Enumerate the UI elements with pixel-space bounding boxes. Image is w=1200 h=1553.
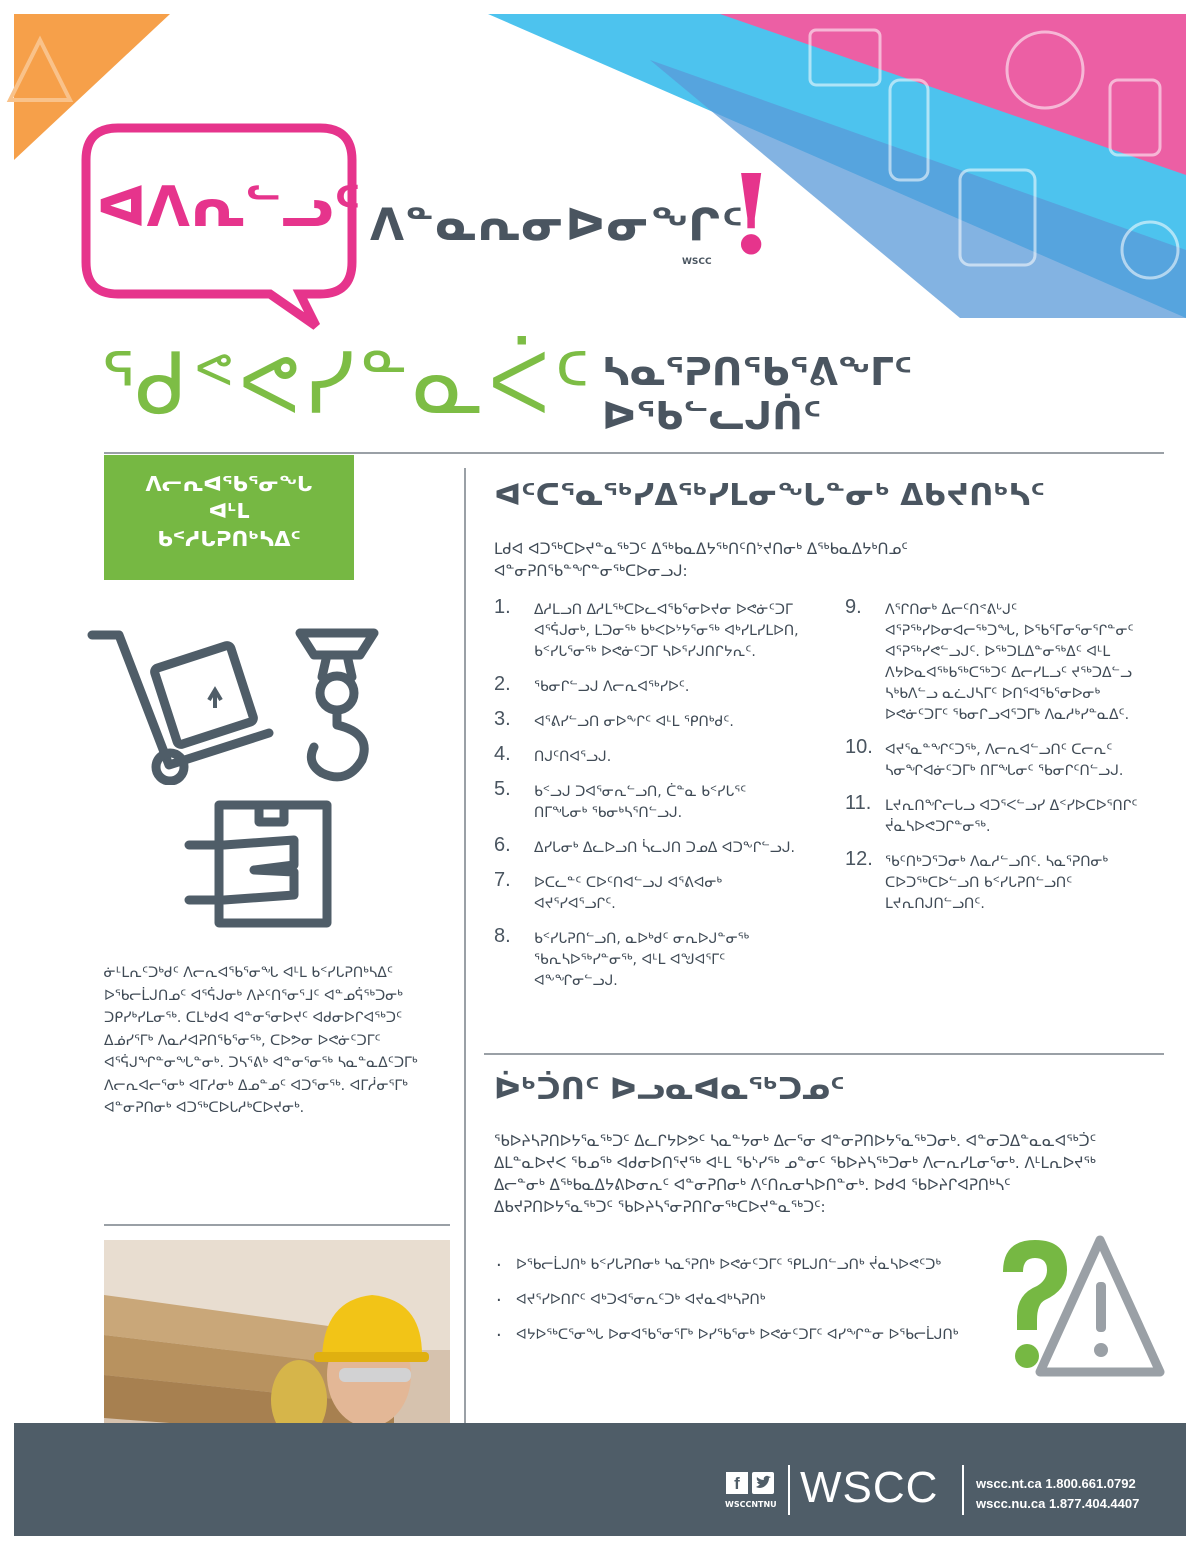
list-text: ᐃᓯᒐᓂᒃ ᐃᓚᐅᓗᑎ ᓵᓚᒍᑎ ᑐᓄᐃ ᐊᑐᖕᒋᓪᓗᒍ. <box>534 840 795 856</box>
divider-vertical <box>464 468 466 1423</box>
list-item <box>494 673 800 698</box>
footer-logo: WSCC <box>800 1463 939 1512</box>
tips-list-left <box>494 596 800 1006</box>
header-banner <box>0 0 1200 330</box>
footer-divider <box>788 1465 790 1515</box>
list-text: ᑎᒍᑦᑎᐊᕐᓗᒍ. <box>534 749 612 765</box>
list-item <box>494 778 800 824</box>
page-subtitle-line1: ᓴᓇᕐᕈᑎᖃᕐᕕᖕᒥᑦ <box>602 350 913 394</box>
list-item <box>845 848 1155 915</box>
list-item <box>494 869 800 915</box>
list-text: ᖃᓂᒋᓪᓗᒍ ᐱᓕᕆᐊᖅᓯᐅᑦ. <box>534 679 690 695</box>
divider-top <box>104 452 1164 454</box>
topic-line: ᐱᓕᕆᐊᖃᕐᓂᖓ <box>145 472 313 496</box>
list-number: 6. <box>494 834 511 856</box>
list-item <box>494 743 800 768</box>
list-text: ᐅᑕᓚᓐᑦ ᑕᐅᑦᑎᐊᓪᓗᒍ ᐊᕐᕕᐊᓂᒃ ᐊᔪᕐᓯᐊᕐᓗᒋᑦ. <box>534 875 723 912</box>
bullet-item: · ᐅᖃᓕᒫᒍᑎᒃ ᑲᑉᓯᒐᕈᑎᓂᒃ ᓴᓇᕐᕈᑎᒃ ᐅᕙᓃᑦᑐᒥᑦ ᕿᒪᒍᑎᓪᓗᑎᒃ ᔫᓇᓴᐅᕙᑦᑐᒃ <box>494 1255 974 1276</box>
footer-divider <box>962 1465 964 1515</box>
bullet-item: · ᐊᔪᕐᓯᐅᑎᒋᑦ ᐊᒃᑐᐊᕐᓂᕆᑦᑐᒃ ᐊᔪᓇᐊᒃᓴᕈᑎᒃ <box>494 1290 974 1311</box>
list-number: 5. <box>494 778 511 800</box>
twitter-icon[interactable] <box>752 1472 774 1494</box>
facebook-icon[interactable]: f <box>726 1472 748 1494</box>
list-text: ᐊᔪᕐᓇᓐᖏᑦᑐᖅ, ᐱᓕᕆᐊᓪᓗᑎᑦ ᑕᓕᕆᑦ ᓴᓂᖏᐊᓃᑦᑐᒥᒃ ᑎᒥᖓᓂᑦ ᖃᓂᒋᑦᑎᓪᓗᒍ. <box>885 742 1124 779</box>
list-text: ᐱᕐᒋᑎᓂᒃ ᐃᓕᑦᑎᕝᕕᒡᒍᑦ ᐊᕐᕈᖅᓯᐅᓂᐊᓕᖅᑐᖓ, ᐅᖃᕐᒥᓂᕐᓂᕐᒋᓐᓂᑦ ᐊᕐᕈᖅᓯᕙᓪᓗᒍᑦ. ᐅᖅᑐᒪᐃᓐᓂᖅᐃᑦ ᐊᒻᒪ ᐱᔭᐅᓇᐊᖅᑲᖅᑕᖅᑐᑦ ᐃᓕᓯᒪᓗᑦ ᔪᖅᑐᐃᓪᓗ ᓴᒃᑲᐱᓪᓗ ᓇᓛᒍᓴᒥᑦ ᐅᑎᕐᐊᖃᕐᓂᐅᓂᒃ ᐅᕙᓃᑦᑐᒥᑦ ᖃᓂᒋᓗᐊᕐᑐᒥᒃ ᐱᓇᓱᒃᓯᓐᓇᐃᑦ. <box>885 602 1134 723</box>
page-title: ᖁᕝᕙᓯᓐᓇᐹᑦ <box>100 335 594 433</box>
list-text: ᑲᑉᓗᒍ ᑐᐊᕐᓂᕆᓪᓗᑎ, ᑖᓐᓇ ᑲᑉᓯᒐᕐᑦ ᑎᒥᖓᓂᒃ ᖃᓂᒃᓴᕐᑎᓪᓗᒍ. <box>534 784 747 821</box>
logo-word: ᐱᓐᓇᕆᓂᐅᓂᖏᑦ <box>370 200 744 251</box>
list-text: ᑲᑉᓯᒐᕈᑎᓪᓗᑎ, ᓇᐅᒃᑯᑦ ᓂᕆᐅᒍᓐᓂᖅ ᖃᕆᓴᐅᖅᓯᓐᓂᖅ, ᐊᒻᒪ ᐊᖑᐊᕐᒥᑦ ᐊᖕᖏᓂᓪᓗᒍ. <box>534 931 750 989</box>
section2-body: ᖃᐅᔨᓴᕈᑎᐅᔭᕐᓇᖅᑐᑦ ᐃᓚᒋᔭᐅᕗᑦ ᓴᓇᓐᔭᓂᒃ ᐃᓕᕐᓂ ᐊᓐᓂᕈᑎᐅᔭᕐᓇᖅᑐᓂᒃ. ᐊᓐᓂᑐᐃᓐᓇᓇᐊᖅᑑᑦ ᐃᒪᓐᓇᐅᔪᐸ ᖃᓄᖅ ᐊᑯᓂᐅᑎᕐᔪᖅ ᐊᒻᒪ ᖃᔅᓯᖅ ᓄᓐᓂᑦ ᖃᐅᔨᓴᖅᑐᓂᒃ ᐱᓕᕆᓯᒪᓂᕐᓂᒃ. ᐱᒻᒪᕆᐅᔪᖅ ᐃᓕᓐᓂᒃ ᐃᖅᑲᓇᐃᔭᕕᐅᓂᕆᑦ ᐊᓐᓂᕈᑎᓂᒃ ᐱᑦᑎᕆᓂᓴᐅᑎᓐᓂᒃ. ᐅᑯᐊ ᖃᐅᔨᒋᐊᕈᑎᒃᓴᑦ ᐃᑲᔪᕈᑎᐅᔭᕐᓇᖅᑐᑦ ᖃᐅᔨᓴᕐᓂᕈᑎᒋᓂᖅᑕᐅᔪᓐᓇᖅᑐᑦ: <box>494 1132 1097 1216</box>
list-text: ᐃᓱᒪᓗᑎ ᐃᓱᒪᖅᑕᐅᓚᐊᖃᕐᓂᐅᔪᓂ ᐅᕙᓃᑦᑐᒥ ᐊᕐᕌᒍᓂᒃ, ᒪᑐᓂᖅ ᑲᒃᐸᐅᔾᔭᕐᓂᖅ ᐊᒃᓯᒪᓯᒪᐅᑎ, ᑲᑉᓯᒐᕐᓂᖅ ᐅᕙᓃᑦᑐᒥ ᓴᐅᕐᓯᒍᑎᒋᔭᕆᑦ. <box>534 602 799 660</box>
topic-box <box>104 455 354 580</box>
list-text: ᐊᕐᕕᓯᓪᓗᑎ ᓂᐅᖕᒋᑦ ᐊᒻᒪ ᕿᑎᒃᑯᑦ. <box>534 714 734 730</box>
question-warning-icon <box>995 1232 1165 1382</box>
list-text: ᖃᑦᑎᒃᑐᕐᑐᓂᒃ ᐱᓇᓱᓪᓗᑎᑦ. ᓴᓇᕐᕈᑎᓂᒃ ᑕᐅᑐᖅᑕᐅᓪᓗᑎ ᑲᑉᓯᒐᕈᑎᓪᓗᑎᑦ ᒪᔪᕆᑎᒍᑎᓪᓗᑎᑦ. <box>885 854 1109 912</box>
list-number: 7. <box>494 869 511 891</box>
left-paragraph: ᓃᒻᒪᕆᑦᑐᒃᑯᑦ ᐱᓕᕆᐊᖃᕐᓂᖓ ᐊᒻᒪ ᑲᑉᓯᒐᕈᑎᒃᓴᐃᑦ ᐅᖃᓕᒫᒍᑎᓄᑦ ᐊᕐᕌᒍᓂᒃ ᐱᔨᑦᑎᕐᓂᕐᒧᑦ ᐊᓐᓄᕌᖅᑐᓂᒃ ᑐᑭᓯᒃᓯᒪᓂᖅ. ᑕᒪᒃᑯᐊ ᐊᓐᓂᕐᓂᐅᔪᑦ ᐊᑯᓂᐅᒋᐊᖅᑐᑦ ᐃᓅᓯᕐᒥᒃ ᐱᓇᓱᐊᕈᑎᖃᕐᓂᖅ, ᑕᐅᕗᓂ ᐅᕙᓃᑦᑐᒥᑦ ᐊᕐᕌᒍᖏᓐᓂᖓᓐᓂᒃ. ᑐᓴᕐᕕᒃ ᐊᓐᓂᕐᓂᖅ ᓴᓇᓐᓇᐃᑦᑐᒥᒃ ᐱᓕᕆᐊᓕᕐᓂᒃ ᐊᒥᓱᓂᒃ ᐃᓄᓐᓄᑦ ᐊᑐᕐᓂᖅ. ᐊᒥᓲᓂᕐᒥᒃ ᐊᓐᓂᕈᑎᓂᒃ ᐊᑐᖅᑕᐅᒐᓱᒃᑕᐅᔪᓂᒃ. <box>104 965 418 1116</box>
list-number: 9. <box>845 596 862 618</box>
section1-title: ᐊᑦᑕᕐᓇᖅᓯᐃᖅᓯᒪᓂᖓᓐᓂᒃ ᐃᑲᔪᑎᒃᓴᑦ <box>494 478 1045 513</box>
bullet-item: · ᐊᔭᐅᖅᑕᕐᓂᖓ ᐅᓂᐊᖃᕐᓂᕐᒥᒃ ᐅᓯᖃᕐᓂᒃ ᐅᕙᓃᑦᑐᒥᑦ ᐊᓯᖏᓐᓂ ᐅᖃᓕᒫᒍᑎᒃ <box>494 1325 974 1346</box>
topic-line: ᐊᒻᒪ <box>208 499 250 524</box>
list-number: 3. <box>494 708 511 730</box>
list-item <box>494 708 800 733</box>
list-item <box>494 596 800 663</box>
list-item <box>494 925 800 992</box>
page-subtitle-line2: ᐅᖃᓪᓚᒍᑏᑦ <box>602 394 822 438</box>
logo-wscc: WSCC <box>682 257 712 267</box>
tips-list-right <box>845 596 1155 929</box>
list-item <box>845 736 1155 782</box>
logo-bubble-text: ᐊᐱᕆᓪᓗᑦ <box>96 175 361 240</box>
list-number: 4. <box>494 743 511 765</box>
list-number: 8. <box>494 925 511 947</box>
divider-section2 <box>484 1053 1164 1055</box>
logo-exclamation: ! <box>727 150 776 279</box>
divider-left-bottom <box>104 1224 450 1226</box>
list-number: 12. <box>845 848 873 870</box>
list-item <box>494 834 800 859</box>
section1-intro: ᒪᑯᐊ ᐊᑐᖅᑕᐅᔪᓐᓇᖅᑐᑦ ᐃᖅᑲᓇᐃᔭᖅᑎᑦᑎᔾᔪᑎᓂᒃ ᐃᖅᑲᓇᐃᔭᒃᑎᓄᑦ ᐊᓐᓂᕈᑎᖃᓐᖏᓐᓂᖅᑕᐅᓂᓗᒍ: <box>494 540 908 580</box>
contact-nt[interactable]: wscc.nt.ca 1.800.661.0792 <box>976 1476 1136 1491</box>
list-item <box>845 596 1155 726</box>
section2-title: ᐆᒃᑑᑎᑦ ᐅᓗᓇᐊᓇᖅᑐᓄᑦ <box>494 1072 845 1107</box>
contact-nu[interactable]: wscc.nu.ca 1.877.404.4407 <box>976 1496 1140 1511</box>
crane-hook-icon <box>292 625 382 790</box>
social-handle: WSCCNTNU <box>725 1500 777 1509</box>
hazard-bullets <box>494 1255 974 1360</box>
hand-truck-icon <box>84 615 284 785</box>
list-text: ᒪᔪᕆᑎᖏᓕᒐᓗ ᐊᑐᕐᐸᓪᓗᓯ ᐃᑉᓯᐅᑕᐅᕐᑎᒋᑦ ᔫᓇᓴᐅᕙᑐᒋᓐᓂᖅ. <box>885 798 1138 835</box>
topic-line: ᑲᑉᓱᒐᕈᑎᒃᓴᐃᑦ <box>157 526 301 551</box>
list-number: 10. <box>845 736 873 758</box>
list-item <box>845 792 1155 838</box>
list-number: 2. <box>494 673 511 695</box>
box-in-hand-icon <box>184 800 334 930</box>
list-number: 11. <box>845 792 872 814</box>
list-number: 1. <box>494 596 511 618</box>
